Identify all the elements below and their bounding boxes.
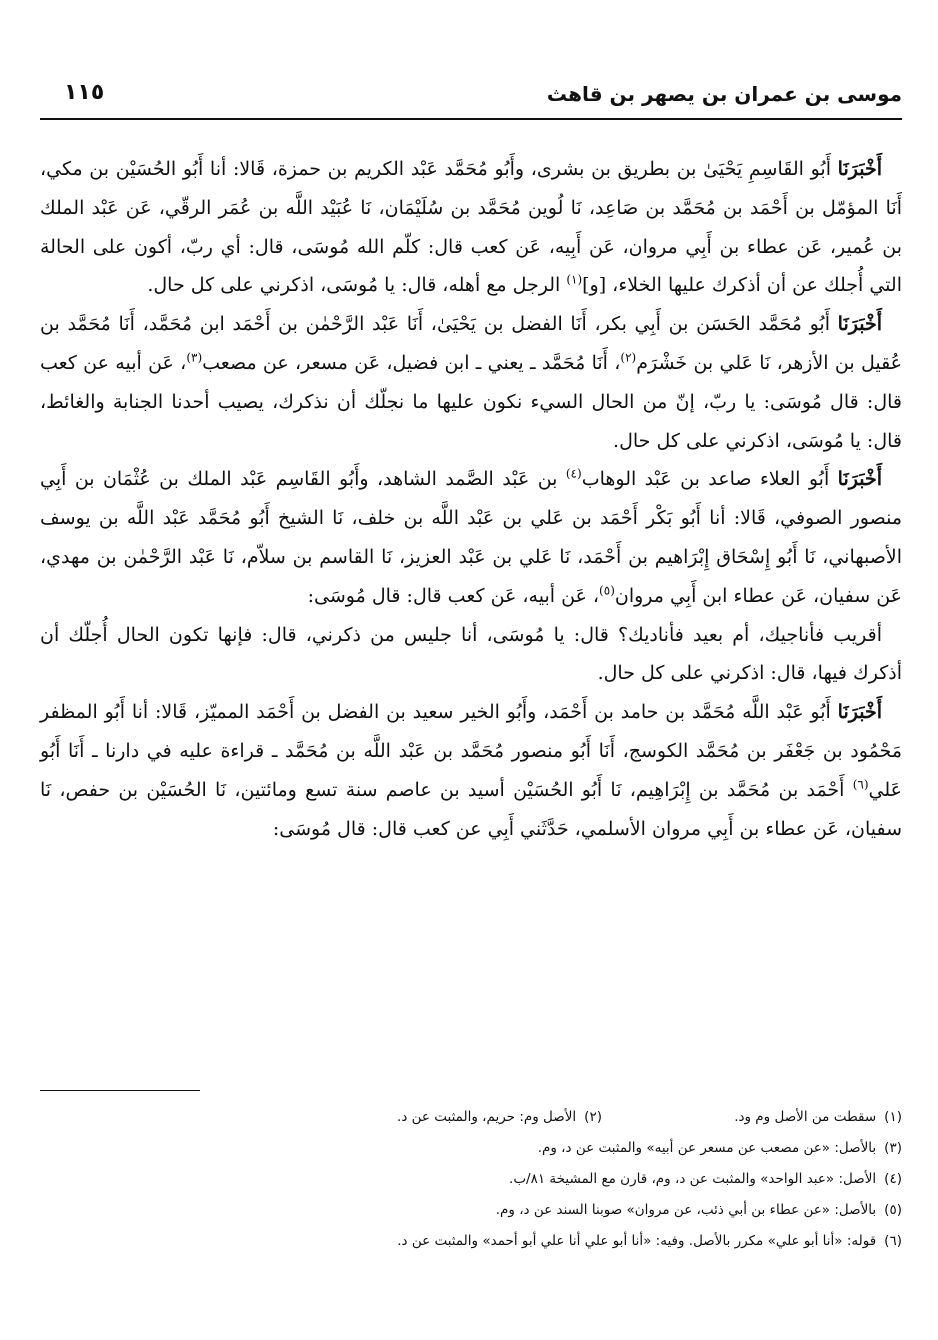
paragraph-1 bbox=[40, 150, 902, 305]
paragraph-text: أَبُو مُحَمَّد الحَسَن بن أَبِي بكر، أَنَا الفضل بن يَحْيَىٰ، أَنَا عَبْد الرَّحْمٰن بن أَحْمَد ابن مُحَمَّد، أَنَا مُحَمَّد بن عُقيل بن الأزهر، نَا عَلي بن خَشْرَم bbox=[40, 313, 903, 374]
paragraph-text: ، أَنَا مُحَمَّد ـ يعني ـ ابن فضيل، عَن مسعر، عن مصعب bbox=[202, 351, 621, 374]
paragraph-text: الرجل مع أهله، قال: يا مُوسَى، اذكرني على كل حال. bbox=[147, 274, 567, 297]
footnote-6 bbox=[397, 1226, 902, 1257]
footnote-ref: (٤) bbox=[565, 467, 582, 482]
footnote-row bbox=[40, 1195, 902, 1226]
paragraph-text: أَبُو عَبْد اللَّه مُحَمَّد بن حامد بن أَحْمَد، وأَبُو الخير سعيد بن الفضل بن أَحْمَد المميّز، قَالا: أنا أَبُو المظفر مَحْمُود بن جَعْفَر بن مُحَمَّد الكوسج، أَنَا أَبُو منصور مُحَمَّد بن عَبْد اللَّه بن مُحَمَّد ـ قراءة عليه في دارنا ـ أَنَا أَبُو عَلي bbox=[40, 701, 902, 801]
paragraph-text: أقريب فأناجيك، أم بعيد فأناديك؟ قال: يا مُوسَى، أنا جليس من ذكرني، قال: فإنها تكون الحال أُجلّك أن أذكرك فيها، قال: اذكرني على كل حال. bbox=[40, 623, 902, 685]
footnote-row bbox=[40, 1102, 902, 1133]
paragraph-2 bbox=[40, 305, 902, 460]
paragraph-text: ، عَن أبيه عن كعب قال: قال مُوسَى: يا ربّ، إنّ من الحال السيء نكون عليها ما نجلّك أن نذكرك، يصيب أحدنا الجنابة والغائط، قال: يا مُوسَى، اذكرني على كل حال. bbox=[40, 351, 902, 452]
footnote-row bbox=[40, 1226, 902, 1257]
paragraph-3 bbox=[40, 460, 902, 615]
footnote-text: قوله: «أنا أبو علي» مكرر بالأصل. وفيه: «أنا أبو علي أنا علي أبو أحمد» والمثبت عن د. bbox=[397, 1233, 877, 1249]
footnote-number: (٥) bbox=[884, 1202, 902, 1218]
paragraph-lead-word: أَخْبَرَنَا bbox=[837, 313, 882, 336]
footnote-number: (٣) bbox=[884, 1140, 902, 1156]
paragraph-lead-word: أَخْبَرَنَا bbox=[837, 701, 882, 724]
footnote-row bbox=[40, 1133, 902, 1164]
footnote-number: (٤) bbox=[884, 1171, 902, 1187]
footnote-ref: (٦) bbox=[852, 777, 869, 792]
footnote-2 bbox=[397, 1102, 602, 1133]
footnote-divider bbox=[40, 1090, 200, 1091]
footnote-text: بالأصل: «عن عطاء بن أبي ذئب، عن مروان» صوبنا السند عن د، وم. bbox=[495, 1202, 877, 1218]
paragraph-text: ، عَن أبيه، عَن كعب قال: قال مُوسَى: bbox=[307, 584, 600, 607]
footnote-5 bbox=[496, 1195, 902, 1226]
footnote-ref: (١) bbox=[566, 273, 583, 288]
paragraph-5 bbox=[40, 693, 902, 848]
paragraph-text: أَبُو القَاسِمِ يَحْيَىٰ بن بطريق بن بشرى، وأَبُو مُحَمَّد عَبْد الكريم بن حمزة، قَالا: أنا أَبُو الحُسَيْن بن مكي، أَنَا المؤمّل بن أَحْمَد بن مُحَمَّد بن صَاعِد، نَا لُوين مُحَمَّد بن سُلَيْمَان، نَا عُبَيْد اللَّه بن عُمَر الرقّي، عَن عَبْد الملك بن عُمير، عَن عطاء بن أَبِي مروان، عَن أَبِيه، عَن كعب قال: كلّم الله مُوسَى، قال: أي ربّ، أكون على الحالة التي أُجلك عن أن أذكرك عليها الخلاء، [و] bbox=[40, 158, 902, 297]
footnote-text: الأصل: «عبد الواحد» والمثبت عن د، وم، قارن مع المشيخة ٨١/ب. bbox=[509, 1171, 877, 1187]
footnote-ref: (٢) bbox=[620, 350, 637, 365]
footnotes bbox=[40, 1102, 902, 1257]
book-page bbox=[40, 40, 902, 1320]
footnote-text: الأصل وم: حريم، والمثبت عن د. bbox=[397, 1109, 577, 1125]
footnote-ref: (٥) bbox=[599, 583, 615, 598]
running-head-title: موسى بن عمران بن يصهر بن قاهث bbox=[546, 82, 902, 106]
paragraph-text: بن عَبْد الصَّمد الشاهد، وأَبُو القَاسِم عَبْد الملك بن عُثْمَان بن أَبِي منصور الصوفي، قَالا: أنا أَبُو بَكْر أَحْمَد بن عَلي بن عَبْد اللَّه بن خلف، نَا الشيخ أَبُو مُحَمَّد عَبْد اللَّه بن يوسف الأصبهاني، نَا أَبُو إِسْحَاق إِبْرَاهيم بن أَحْمَد، نَا عَلي بن عَبْد العزيز، نَا القاسم بن سلاّم، نَا عَبْد الرَّحْمٰن بن مهدي، عَن سفيان، عَن عطاء ابن أَبِي مروان bbox=[40, 468, 902, 607]
paragraph-lead-word: أَخْبَرَنَا bbox=[837, 158, 882, 180]
footnote-ref: (٣) bbox=[186, 350, 203, 365]
paragraph-text: أَبُو العلاء صاعد بن عَبْد الوهاب bbox=[581, 468, 830, 491]
paragraph-4 bbox=[40, 616, 902, 694]
footnote-text: سقطت من الأصل وم ود. bbox=[734, 1109, 877, 1125]
paragraph-text: أَحْمَد بن مُحَمَّد بن إِبْرَاهِيم، نَا أَبُو الحُسَيْن أسيد بن عاصم سنة تسع ومائتين، نَا الحُسَيْن بن حفص، نَا سفيان، عَن عطاء بن أَبِي مروان الأسلمي، حَدَّثَني أَبِي عن كعب قال: قال مُوسَى: bbox=[40, 778, 902, 840]
footnote-4 bbox=[509, 1164, 902, 1195]
footnote-text: بالأصل: «عن مصعب عن مسعر عن أبيه» والمثبت عن د، وم. bbox=[537, 1140, 877, 1156]
footnote-1 bbox=[642, 1102, 902, 1133]
page-number: ١١٥ bbox=[64, 80, 105, 105]
footnote-number: (١) bbox=[884, 1109, 902, 1125]
paragraph-lead-word: أَخْبَرَنَا bbox=[837, 468, 882, 491]
footnote-row bbox=[40, 1164, 902, 1195]
footnote-number: (٦) bbox=[884, 1233, 902, 1249]
footnote-3 bbox=[538, 1133, 902, 1164]
main-text bbox=[40, 150, 902, 848]
footnote-number: (٢) bbox=[584, 1109, 602, 1125]
running-header bbox=[40, 78, 902, 120]
